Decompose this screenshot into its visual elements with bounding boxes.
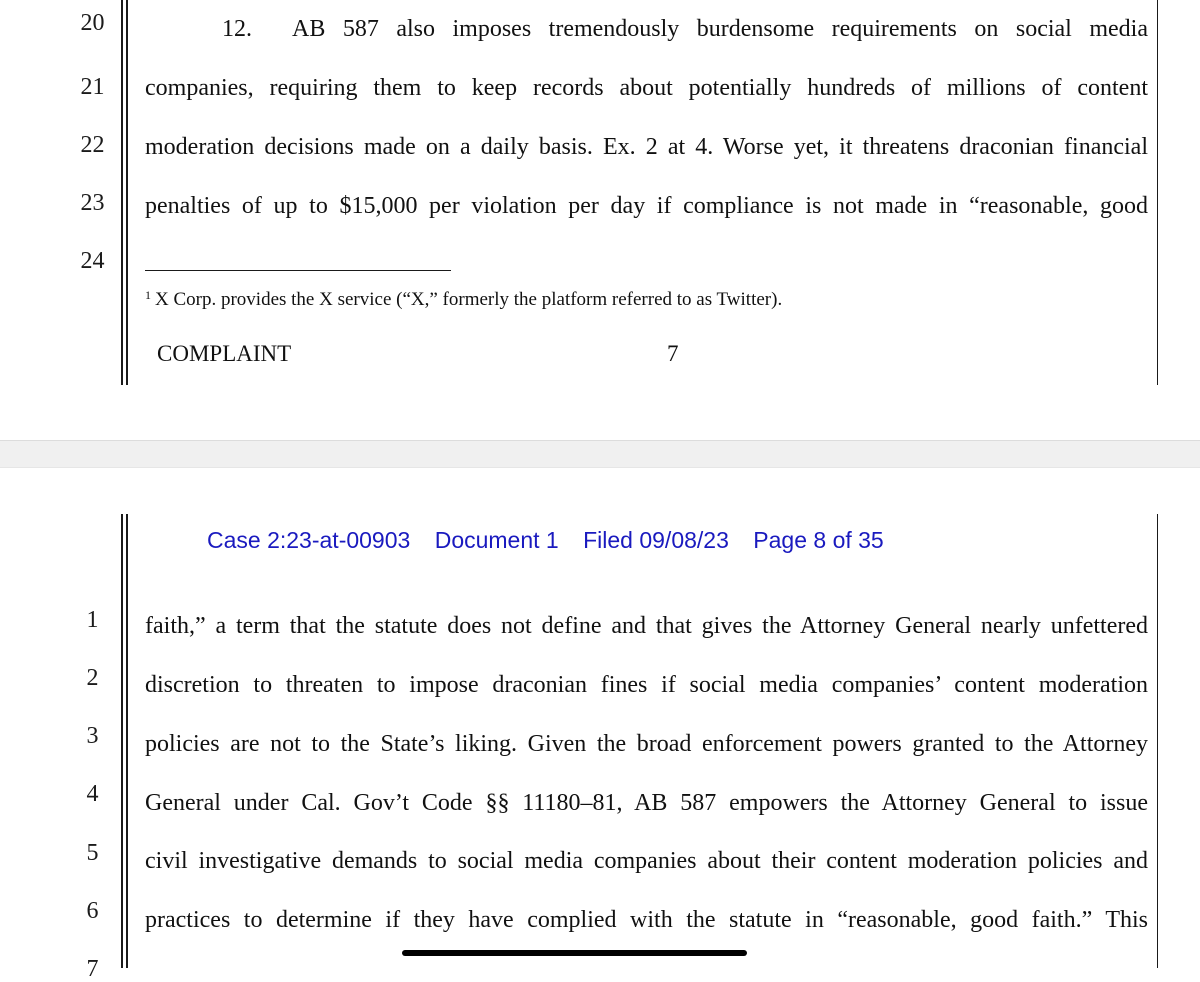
page-8-top (0, 468, 1200, 982)
text-line: civil investigative demands to social media companies about their content moderation policies and (145, 848, 1148, 874)
line-number: 5 (86, 840, 99, 866)
page-indicator: Page 8 of 35 (753, 527, 884, 553)
line-number: 4 (86, 781, 99, 807)
paragraph-first-line (145, 17, 1148, 41)
home-indicator[interactable] (402, 950, 747, 956)
footnote-marker: 1 (145, 288, 151, 302)
footnote-separator (145, 270, 451, 271)
case-header (207, 527, 884, 554)
text-line: penalties of up to $15,000 per violation per day if compliance is not made in “reasonable, good (145, 193, 1148, 219)
page-7-bottom (0, 0, 1200, 440)
text-line: moderation decisions made on a daily basis. Ex. 2 at 4. Worse yet, it threatens draconian financial (145, 134, 1148, 160)
line-number: 3 (86, 723, 99, 749)
text-line: policies are not to the State’s liking. Given the broad enforcement powers granted to the Attorney (145, 731, 1148, 757)
text-line: companies, requiring them to keep records about potentially hundreds of millions of content (145, 75, 1148, 101)
page-gap (0, 440, 1200, 468)
right-margin-rule (1157, 0, 1158, 385)
footer-title: COMPLAINT (157, 341, 292, 366)
line-number: 2 (86, 665, 99, 691)
line-number: 24 (80, 248, 105, 274)
text-line: discretion to threaten to impose draconian fines if social media companies’ content moderation (145, 672, 1148, 698)
text-line: practices to determine if they have complied with the statute in “reasonable, good faith.” This (145, 907, 1148, 933)
paragraph-number: 12. (222, 16, 252, 42)
filed-date: Filed 09/08/23 (583, 527, 729, 553)
left-margin-rule-inner (126, 0, 128, 385)
line-number: 6 (86, 898, 99, 924)
line-number: 23 (80, 190, 105, 216)
document-number: Document 1 (434, 527, 559, 553)
text-line: General under Cal. Gov’t Code §§ 11180–81, AB 587 empowers the Attorney General to issue (145, 790, 1148, 816)
line-number: 21 (80, 74, 105, 100)
text-line: AB 587 also imposes tremendously burdensome requirements on social media (292, 16, 1148, 42)
footer-page-number: 7 (667, 341, 679, 366)
left-margin-rule-inner (126, 514, 128, 968)
footnote-text: X Corp. provides the X service (“X,” formerly the platform referred to as Twitter). (155, 289, 783, 310)
footnote (145, 289, 782, 311)
line-number: 20 (80, 10, 105, 36)
case-number: Case 2:23-at-00903 (207, 527, 411, 553)
line-number: 7 (86, 956, 99, 982)
text-line: faith,” a term that the statute does not define and that gives the Attorney General nearly unfettered (145, 613, 1148, 639)
right-margin-rule (1157, 514, 1158, 968)
line-number: 22 (80, 132, 105, 158)
line-number: 1 (86, 607, 99, 633)
